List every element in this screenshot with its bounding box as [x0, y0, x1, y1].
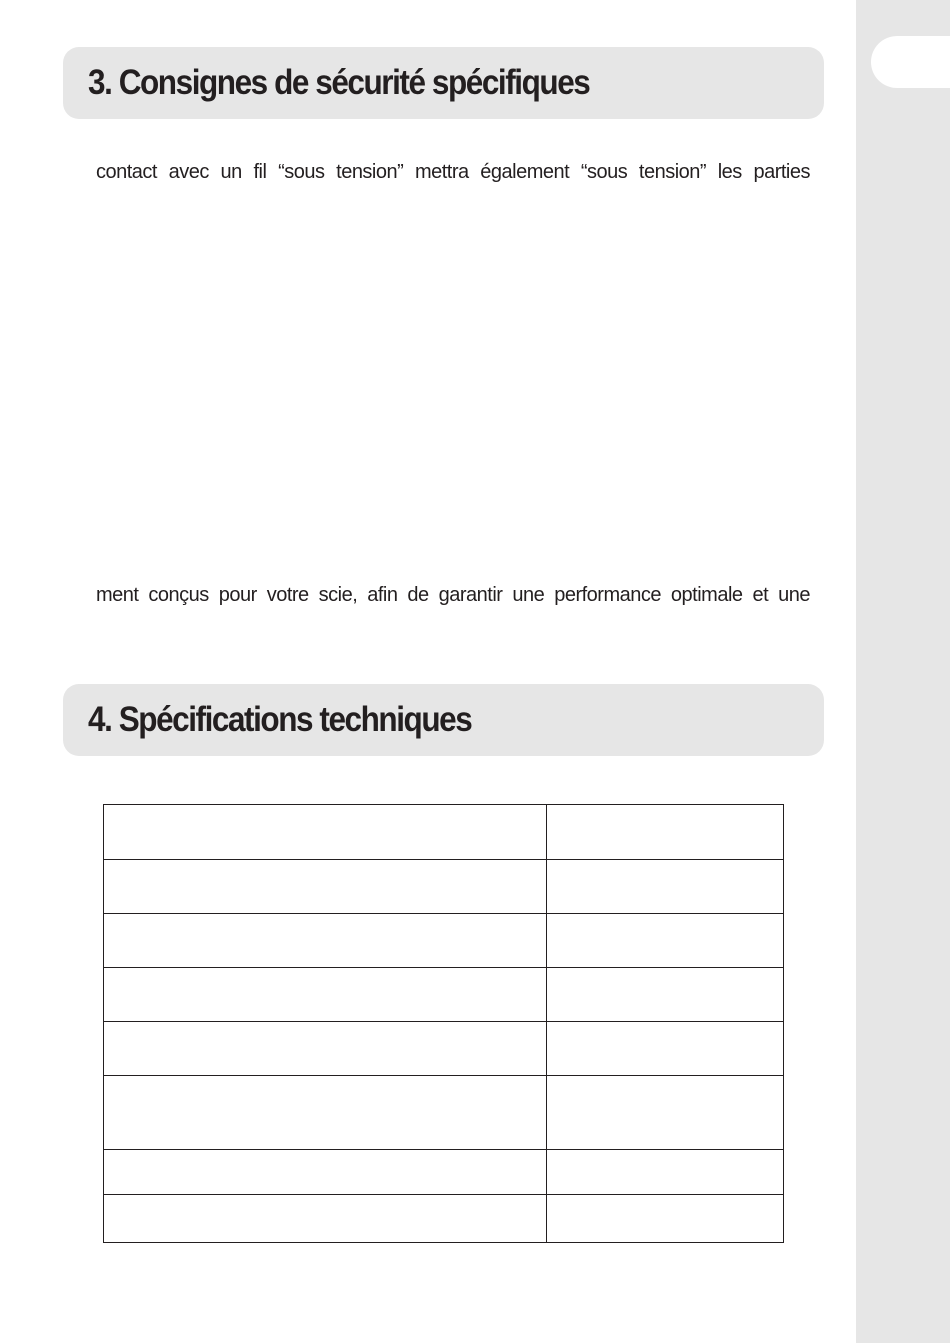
spec-label-cell	[104, 1022, 547, 1076]
table-row	[104, 1195, 784, 1243]
spec-label-cell	[104, 914, 547, 968]
section-header-specs	[63, 684, 824, 756]
spec-label-cell	[104, 1150, 547, 1195]
spec-label-cell	[104, 805, 547, 860]
spec-value-cell	[547, 805, 784, 860]
safety-text-line-2: ment conçus pour votre scie, afin de garantir une performance optimale et une	[96, 584, 810, 606]
table-row	[104, 968, 784, 1022]
spec-value-cell	[547, 1150, 784, 1195]
table-row	[104, 1022, 784, 1076]
table-row	[104, 914, 784, 968]
table-row	[104, 860, 784, 914]
spec-value-cell	[547, 914, 784, 968]
spec-label-cell	[104, 1195, 547, 1243]
side-strip	[856, 0, 950, 1343]
section-title-specs: 4. Spécifications techniques	[88, 700, 472, 739]
spec-label-cell	[104, 1076, 547, 1150]
table-row	[104, 805, 784, 860]
section-title-safety: 3. Consignes de sécurité spécifiques	[88, 63, 590, 102]
language-tab	[871, 36, 950, 88]
section-header-safety	[63, 47, 824, 119]
spec-label-cell	[104, 860, 547, 914]
spec-label-cell	[104, 968, 547, 1022]
spec-value-cell	[547, 860, 784, 914]
spec-value-cell	[547, 1022, 784, 1076]
spec-value-cell	[547, 1195, 784, 1243]
spec-value-cell	[547, 1076, 784, 1150]
spec-value-cell	[547, 968, 784, 1022]
table-row	[104, 1150, 784, 1195]
table-row	[104, 1076, 784, 1150]
safety-text-line-1: contact avec un fil “sous tension” mettra également “sous tension” les parties	[96, 161, 810, 183]
specs-table	[103, 804, 784, 1243]
